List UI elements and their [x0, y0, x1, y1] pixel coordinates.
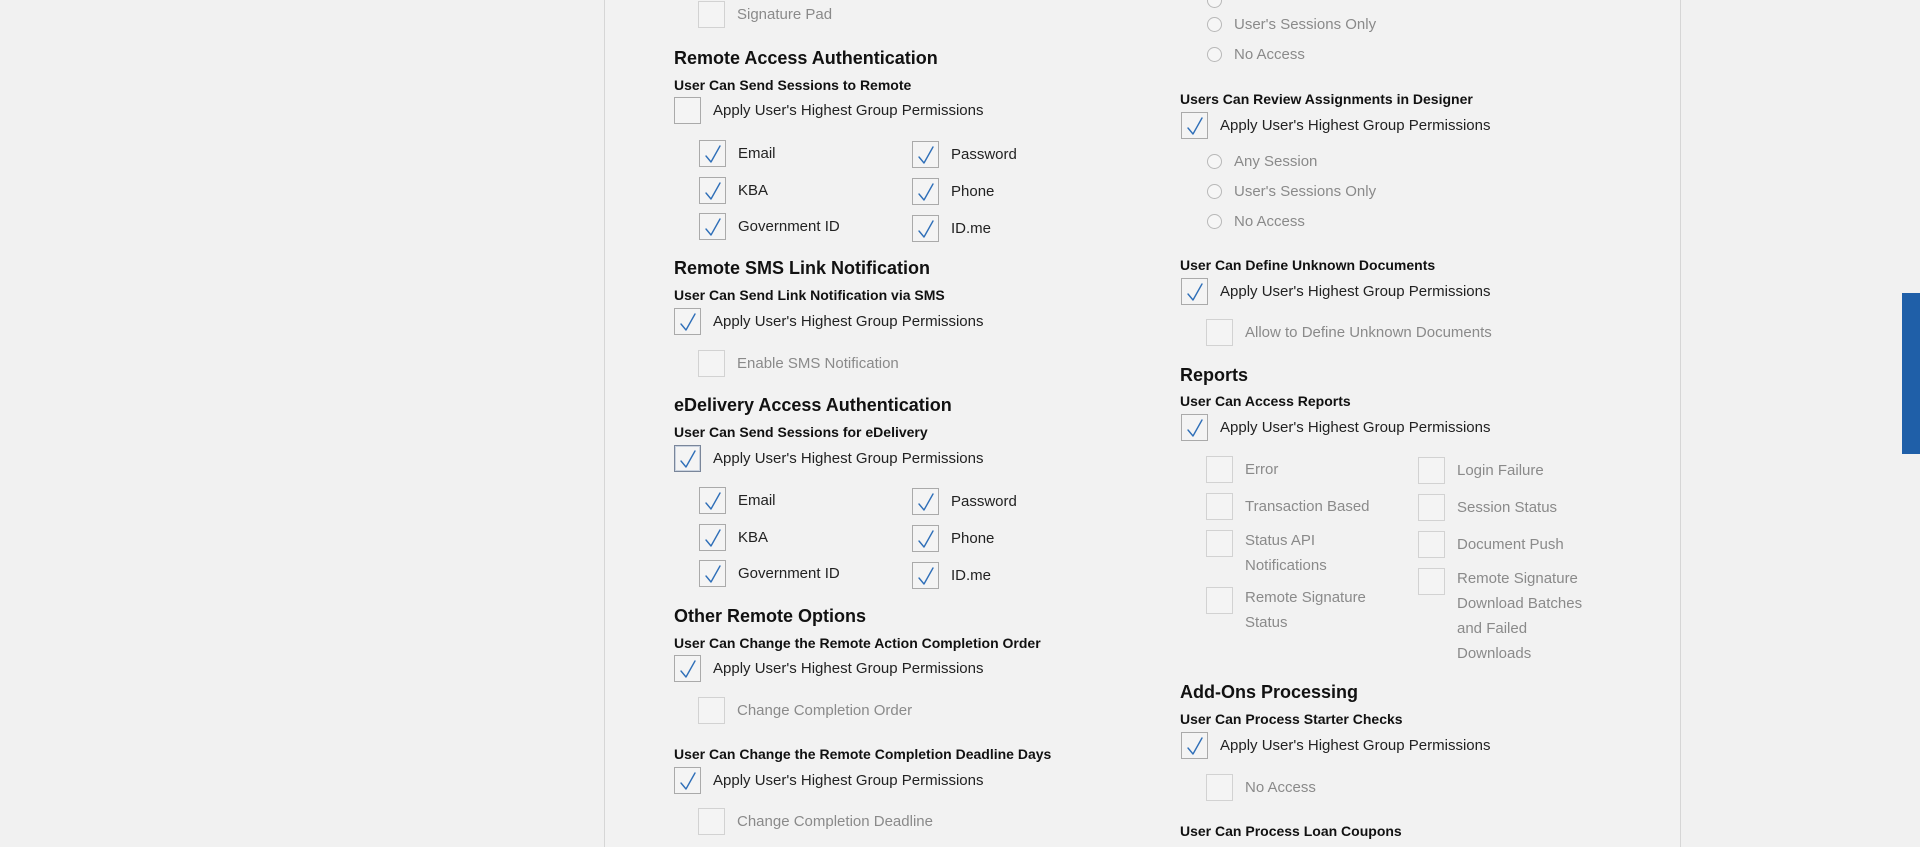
radio-label: No Access: [1234, 213, 1305, 230]
change-deadline-label: Change Completion Deadline: [737, 813, 933, 830]
edelivery-option[interactable]: [699, 560, 840, 587]
edelivery-option[interactable]: [912, 562, 991, 589]
checkmark-icon: [679, 771, 697, 791]
section-title-edelivery: eDelivery Access Authentication: [674, 395, 952, 415]
starter-no-access-row[interactable]: [1206, 774, 1316, 801]
remote-access-apply-checkbox[interactable]: [674, 97, 701, 124]
reports-apply-row[interactable]: [1181, 414, 1490, 441]
section-title-other-remote: Other Remote Options: [674, 606, 867, 626]
unknown-docs-apply-row[interactable]: [1181, 278, 1490, 305]
report-remote-signature-status-checkbox[interactable]: [1206, 587, 1233, 614]
idme-checkbox[interactable]: [912, 562, 939, 589]
checkmark-icon: [679, 312, 697, 332]
phone-checkbox[interactable]: [912, 178, 939, 205]
idme-checkbox[interactable]: [912, 215, 939, 242]
checkmark-icon: [704, 491, 722, 511]
report-option[interactable]: [1206, 587, 1385, 635]
starter-checks-apply-label: Apply User's Highest Group Permissions: [1220, 737, 1491, 754]
scrollbar-thumb[interactable]: [1902, 293, 1920, 454]
option-label: Email: [738, 145, 776, 162]
completion-order-apply-row[interactable]: [674, 655, 983, 682]
radio-label: Any Session: [1234, 153, 1318, 170]
remote-sms-apply-label: Apply User's Highest Group Permissions: [713, 313, 984, 330]
option-label: KBA: [738, 182, 769, 199]
reports-apply-checkbox[interactable]: [1181, 414, 1208, 441]
signature-pad-checkbox[interactable]: [698, 1, 725, 28]
radio-label: User's Sessions Only: [1234, 16, 1377, 33]
government-id-checkbox[interactable]: [699, 213, 726, 240]
change-deadline-row[interactable]: [698, 808, 933, 835]
option-label: KBA: [738, 529, 769, 546]
reports-subtitle: User Can Access Reports: [1180, 393, 1351, 409]
option-label: ID.me: [951, 220, 992, 237]
checkmark-icon: [704, 144, 722, 164]
section-title-remote-sms: Remote SMS Link Notification: [674, 258, 931, 278]
checkmark-icon: [1186, 116, 1204, 136]
remote-access-option[interactable]: [912, 141, 1017, 168]
checkmark-icon: [1186, 282, 1204, 302]
starter-checks-apply-checkbox[interactable]: [1181, 732, 1208, 759]
radio-option[interactable]: [1207, 183, 1376, 200]
radio-option[interactable]: [1207, 213, 1305, 230]
starter-checks-apply-row[interactable]: [1181, 732, 1490, 759]
signature-pad-row[interactable]: [698, 1, 832, 28]
allow-unknown-label: Allow to Define Unknown Documents: [1245, 324, 1492, 341]
starter-no-access-checkbox[interactable]: [1206, 774, 1233, 801]
remote-access-option[interactable]: [699, 213, 840, 240]
report-label: Transaction Based: [1245, 498, 1370, 515]
edelivery-apply-label: Apply User's Highest Group Permissions: [713, 450, 984, 467]
email-checkbox[interactable]: [699, 487, 726, 514]
enable-sms-checkbox[interactable]: [698, 350, 725, 377]
change-order-label: Change Completion Order: [737, 702, 913, 719]
starter-no-access-label: No Access: [1245, 779, 1316, 796]
remote-access-option[interactable]: [912, 178, 994, 205]
checkmark-icon: [704, 217, 722, 237]
kba-checkbox[interactable]: [699, 524, 726, 551]
radio-button[interactable]: [1207, 214, 1222, 229]
report-option[interactable]: [1206, 530, 1365, 578]
edelivery-option[interactable]: [912, 525, 994, 552]
remote-access-option[interactable]: [699, 177, 768, 204]
checkmark-icon: [917, 529, 935, 549]
completion-order-apply-label: Apply User's Highest Group Permissions: [713, 660, 984, 677]
option-label: Password: [951, 146, 1017, 163]
phone-checkbox[interactable]: [912, 525, 939, 552]
checkmark-icon: [704, 528, 722, 548]
edelivery-option[interactable]: [699, 487, 776, 514]
change-order-row[interactable]: [698, 697, 912, 724]
report-option[interactable]: [1206, 493, 1370, 520]
section-title-addons: Add-Ons Processing: [1180, 682, 1359, 702]
report-label: Login Failure: [1457, 462, 1544, 479]
checkmark-icon: [917, 145, 935, 165]
remote-sms-subtitle: User Can Send Link Notification via SMS: [674, 287, 945, 303]
checkmark-icon: [917, 492, 935, 512]
radio-button[interactable]: [1207, 184, 1222, 199]
edelivery-apply-checkbox[interactable]: [674, 445, 701, 472]
review-apply-checkbox[interactable]: [1181, 112, 1208, 139]
checkmark-icon: [679, 449, 697, 469]
option-label: Government ID: [738, 565, 840, 582]
enable-sms-row[interactable]: [698, 350, 899, 377]
option-label: Phone: [951, 530, 995, 547]
report-label: Remote Signature Download Batches and Failed Downloads: [1457, 570, 1583, 662]
checkmark-icon: [704, 181, 722, 201]
section-title-remote-access: Remote Access Authentication: [674, 48, 938, 68]
deadline-subtitle: User Can Change the Remote Completion Deadline Days: [674, 746, 1052, 762]
radio-button[interactable]: [1207, 154, 1222, 169]
reports-apply-label: Apply User's Highest Group Permissions: [1220, 419, 1491, 436]
review-apply-row[interactable]: [1181, 112, 1490, 139]
loan-coupons-subtitle: User Can Process Loan Coupons: [1180, 823, 1402, 839]
top-radio-partial[interactable]: [1207, 0, 1222, 8]
radio-option[interactable]: [1207, 46, 1305, 63]
email-checkbox[interactable]: [699, 140, 726, 167]
report-label: Error: [1245, 461, 1279, 478]
checkmark-icon: [917, 219, 935, 239]
change-deadline-checkbox[interactable]: [698, 808, 725, 835]
report-label: Document Push: [1457, 536, 1564, 553]
password-checkbox[interactable]: [912, 488, 939, 515]
report-label: Session Status: [1457, 499, 1558, 516]
review-apply-label: Apply User's Highest Group Permissions: [1220, 117, 1491, 134]
unknown-docs-apply-checkbox[interactable]: [1181, 278, 1208, 305]
report-transaction-checkbox[interactable]: [1206, 493, 1233, 520]
remote-access-option[interactable]: [912, 215, 991, 242]
option-label: ID.me: [951, 567, 992, 584]
radio-option[interactable]: [1207, 16, 1376, 33]
report-session-status-checkbox[interactable]: [1418, 494, 1445, 521]
report-status-api-checkbox[interactable]: [1206, 530, 1233, 557]
password-checkbox[interactable]: [912, 141, 939, 168]
enable-sms-label: Enable SMS Notification: [737, 355, 899, 372]
completion-order-apply-checkbox[interactable]: [674, 655, 701, 682]
report-label: Remote Signature Status: [1245, 589, 1366, 631]
option-label: Password: [951, 493, 1017, 510]
deadline-apply-label: Apply User's Highest Group Permissions: [713, 772, 984, 789]
remote-access-apply-label: Apply User's Highest Group Permissions: [713, 102, 984, 119]
starter-checks-subtitle: User Can Process Starter Checks: [1180, 711, 1403, 727]
checkmark-icon: [917, 566, 935, 586]
deadline-apply-row[interactable]: [674, 767, 983, 794]
report-label: Status API Notifications: [1245, 532, 1327, 574]
change-order-checkbox[interactable]: [698, 697, 725, 724]
report-option[interactable]: [1206, 456, 1278, 483]
kba-checkbox[interactable]: [699, 177, 726, 204]
option-label: Government ID: [738, 218, 840, 235]
remote-sms-apply-row[interactable]: [674, 308, 983, 335]
radio-label: User's Sessions Only: [1234, 183, 1377, 200]
signature-pad-label: Signature Pad: [737, 6, 833, 23]
checkmark-icon: [704, 564, 722, 584]
government-id-checkbox[interactable]: [699, 560, 726, 587]
checkmark-icon: [679, 659, 697, 679]
checkmark-icon: [917, 182, 935, 202]
radio-button[interactable]: [1207, 17, 1222, 32]
edelivery-apply-row[interactable]: [674, 445, 983, 472]
remote-access-subtitle: User Can Send Sessions to Remote: [674, 77, 912, 93]
edelivery-subtitle: User Can Send Sessions for eDelivery: [674, 424, 928, 440]
deadline-apply-checkbox[interactable]: [674, 767, 701, 794]
option-label: Phone: [951, 183, 995, 200]
checkmark-icon: [1186, 736, 1204, 756]
report-error-checkbox[interactable]: [1206, 456, 1233, 483]
checkmark-icon: [1186, 418, 1204, 438]
unknown-docs-subtitle: User Can Define Unknown Documents: [1180, 257, 1436, 273]
allow-unknown-checkbox[interactable]: [1206, 319, 1233, 346]
report-download-batches-checkbox[interactable]: [1418, 568, 1445, 595]
option-label: Email: [738, 492, 776, 509]
report-document-push-checkbox[interactable]: [1418, 531, 1445, 558]
section-title-reports: Reports: [1180, 365, 1249, 385]
allow-unknown-row[interactable]: [1206, 319, 1492, 346]
remote-access-option[interactable]: [699, 140, 776, 167]
completion-order-subtitle: User Can Change the Remote Action Completion Order: [674, 635, 1041, 651]
radio-option[interactable]: [1207, 153, 1317, 170]
unknown-docs-apply-label: Apply User's Highest Group Permissions: [1220, 283, 1491, 300]
review-subtitle: Users Can Review Assignments in Designer: [1180, 91, 1473, 107]
edelivery-option[interactable]: [699, 524, 768, 551]
report-option[interactable]: [1418, 457, 1544, 484]
radio-button[interactable]: [1207, 0, 1222, 8]
remote-access-apply-row[interactable]: [674, 97, 983, 124]
radio-label: No Access: [1234, 46, 1305, 63]
report-option[interactable]: [1418, 531, 1564, 558]
remote-sms-apply-checkbox[interactable]: [674, 308, 701, 335]
report-option[interactable]: [1418, 568, 1597, 666]
edelivery-option[interactable]: [912, 488, 1017, 515]
radio-button[interactable]: [1207, 47, 1222, 62]
report-login-failure-checkbox[interactable]: [1418, 457, 1445, 484]
report-option[interactable]: [1418, 494, 1557, 521]
